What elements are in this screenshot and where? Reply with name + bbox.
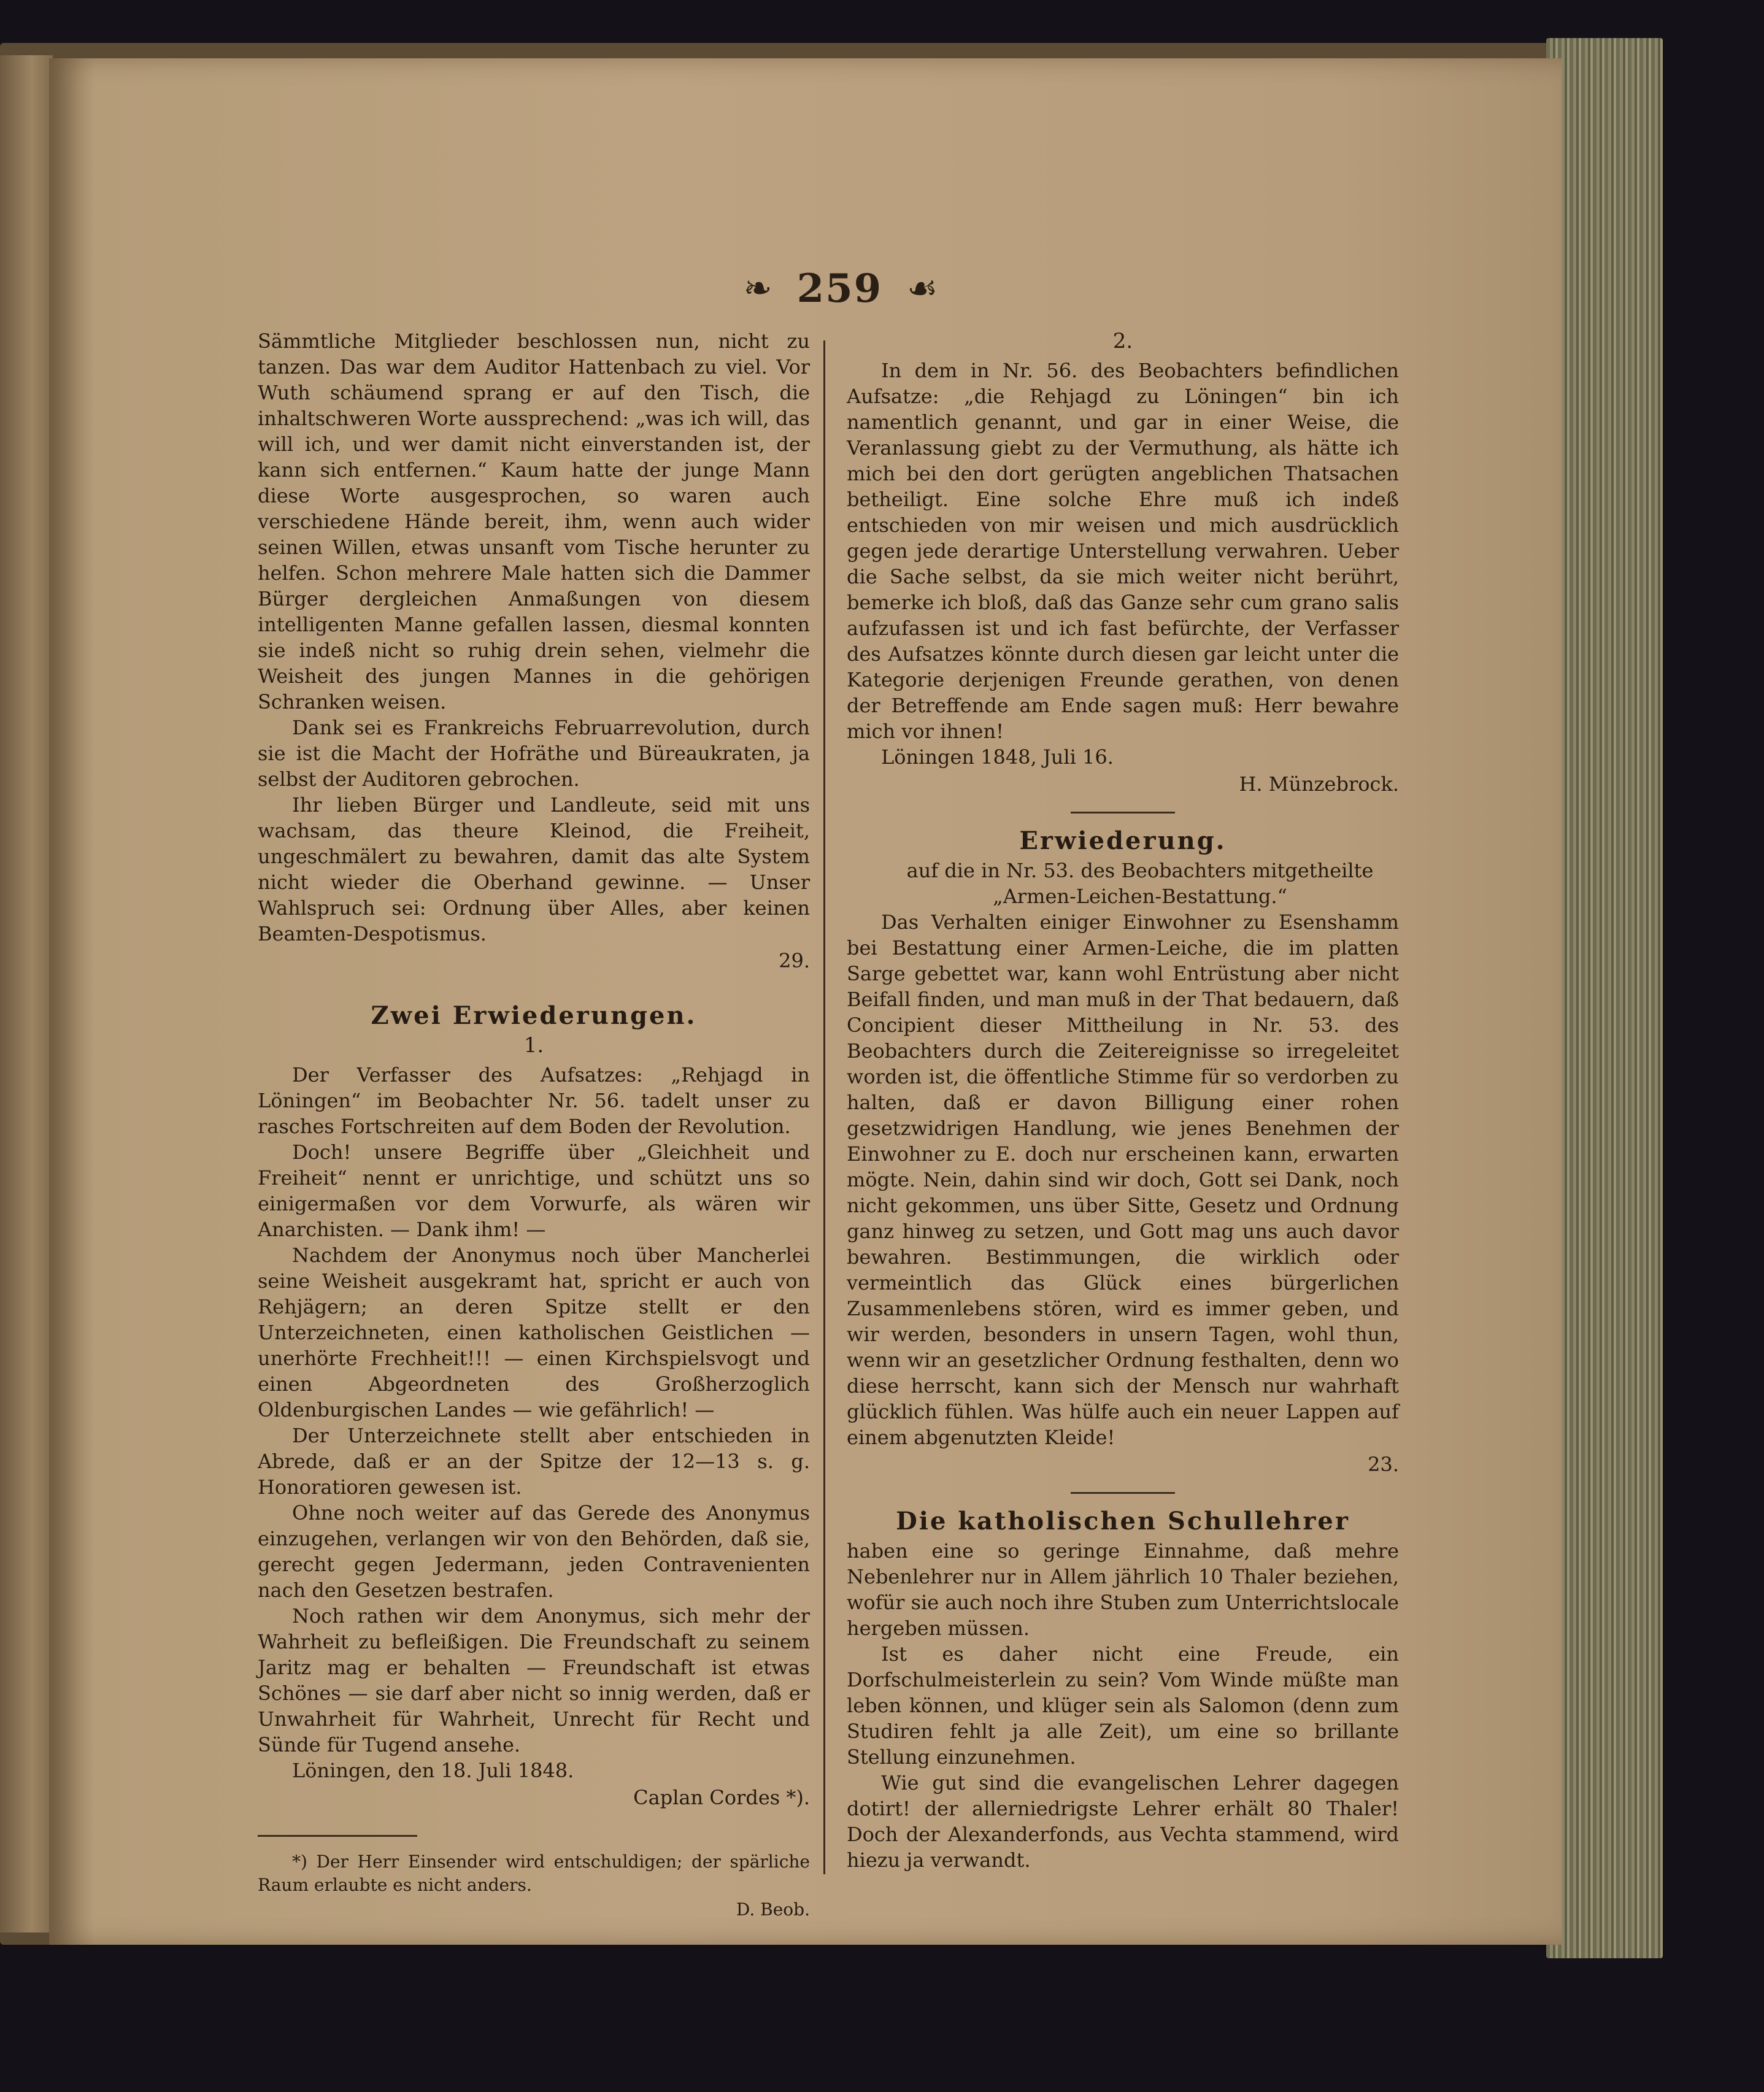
paragraph: Dank sei es Frankreichs Februarrevolution, durch sie ist die Macht der Hofräthe und Büreaukraten, ja selbst der Auditoren gebrochen. [258, 716, 810, 791]
paragraph: Der Verfasser des Aufsatzes: „Rehjagd in Löningen“ im Beobachter Nr. 56. tadelt unser zu rasches Fortschreiten auf dem Boden der Revolution. [258, 1063, 810, 1138]
paragraph: Ist es daher nicht eine Freude, ein Dorfschulmeisterlein zu sein? Vom Winde müßte man leben können, und klüger sein als Salomon (denn zum Studiren fehlt ja alle Zeit), um eine so brillante Stellung einzunehmen. [847, 1642, 1399, 1769]
article-heading: Zwei Erwiederungen. [371, 1001, 697, 1030]
paragraph: Ihr lieben Bürger und Landleute, seid mit uns wachsam, das theure Kleinod, die Freiheit, ungeschmälert zu bewahren, damit das alte System nicht wieder die Oberhand gewinne. — Unser Wahlspruch sei: Ordnung über Alles, aber keinen Beamten-Despotismus. [258, 793, 810, 945]
column-divider [823, 340, 825, 1874]
paragraph: Wie gut sind die evangelischen Lehrer dagegen dotirt! der allerniedrigste Lehrer erhält 80 Thaler! Doch der Alexanderfonds, aus Vechta stammend, wird hiezu ja verwandt. [847, 1771, 1399, 1872]
section-number: 2. [1112, 329, 1133, 353]
place-date: Löningen, den 18. Juli 1848. [292, 1759, 574, 1782]
paragraph: Nachdem der Anonymus noch über Mancherlei seine Weisheit ausgekramt hat, spricht er auch von Rehjägern; an deren Spitze stellt er den Unterzeichneten, einen katholischen Geistlichen — unerhörte Frechheit!!! — einen Kirchspielsvogt und einen Abgeordneten des Großherzoglich Oldenburgischen Landes — wie gefährlich! — [258, 1244, 810, 1421]
signature: H. Münzebrock. [1239, 772, 1399, 796]
footnote-sign: D. Beob. [736, 1899, 810, 1920]
paragraph: Sämmtliche Mitglieder beschlossen nun, nicht zu tanzen. Das war dem Auditor Hattenbach zu viel. Vor Wuth schäumend sprang er auf den Tisch, die inhaltschweren Worte aussprechend: „was ich will, das will ich, und wer damit nicht einverstanden ist, der kann sich entfernen.“ Kaum hatte der junge Mann diese Worte ausgesprochen, so waren auch verschiedene Hände bereit, ihm, wenn auch wider seinen Willen, etwas unsanft vom Tische herunter zu helfen. Schon mehrere Male hatten sich die Dammer Bürger dergleichen Anmaßungen von diesem intelligenten Manne gefallen lassen, diesmal konnten sie indeß nicht so ruhig drein sehen, vielmehr die Weisheit des jungen Mannes in die gehörigen Schranken weisen. [258, 329, 810, 713]
signature: Caplan Cordes *). [633, 1786, 810, 1809]
page-edges [1546, 38, 1663, 1958]
article-subheading: „Armen-Leichen-Bestattung.“ [993, 885, 1287, 908]
page-header [681, 255, 1000, 322]
article-subheading: auf die in Nr. 53. des Beobachters mitgetheilte [906, 859, 1374, 882]
article-sign: 29. [779, 949, 810, 972]
paragraph: Ohne noch weiter auf das Gerede des Anonymus einzugehen, verlangen wir von den Behörden, daß sie, gerecht gegen Jedermann, jeden Contravenienten nach den Gesetzen bestrafen. [258, 1501, 810, 1602]
place-date: Löningen 1848, Juli 16. [881, 745, 1114, 769]
paragraph: haben eine so geringe Einnahme, daß mehre Nebenlehrer nur in Allem jährlich 10 Thaler beziehen, wofür sie auch noch ihre Stuben zum Unterrichtslocale hergeben müssen. [847, 1539, 1399, 1640]
ornament-right-icon: ☙ [907, 268, 938, 309]
left-page-edge [0, 55, 53, 1932]
paragraph: Der Unterzeichnete stellt aber entschieden in Abrede, daß er an der Spitze der 12—13 s. g. Honoratioren gewesen ist. [258, 1424, 810, 1499]
right-column [847, 328, 1399, 1873]
paragraph: Das Verhalten einiger Einwohner zu Esenshamm bei Bestattung einer Armen-Leiche, die im platten Sarge gebettet war, kann wohl Entrüstung aber nicht Beifall finden, und man muß in der That bedauern, daß Concipient dieser Mittheilung in Nr. 53. des Beobachters durch die Zeitereignisse so irregeleitet worden ist, die öffentliche Stimme für so verdorben zu halten, daß er davon Billigung einer rohen gesetzwidrigen Handlung, wie jenes Benehmen der Einwohner zu E. doch nur erscheinen kann, erwarten mögte. Nein, dahin sind wir doch, Gott sei Dank, noch nicht gekommen, uns über Sitte, Gesetz und Ordnung ganz hinweg zu setzen, und Gott mag uns auch davor bewahren. Bestimmungen, die wirklich oder vermeintlich das Glück eines bürgerlichen Zusammenlebens stören, wird es immer geben, und wir werden, besonders in unsern Tagen, wohl thun, wenn wir an gesetzlicher Ordnung festhalten, denn wo diese herrscht, kann sich der Mensch nur wahrhaft glücklich fühlen. Was hülfe auch ein neuer Lappen auf einem abgenutzten Kleide! [847, 910, 1399, 1449]
newspaper-page [49, 58, 1562, 1945]
paragraph: Doch! unsere Begriffe über „Gleichheit und Freiheit“ nennt er unrichtige, und schützt uns so einigermaßen vor dem Vorwurfe, als wären wir Anarchisten. — Dank ihm! — [258, 1140, 810, 1241]
ornament-left-icon: ❧ [743, 268, 772, 309]
separator-rule [1071, 1492, 1175, 1494]
article-heading: Die katholischen Schullehrer [896, 1507, 1350, 1536]
separator-rule [1071, 812, 1175, 813]
page-number: 259 [796, 265, 883, 312]
article-sign: 23. [1368, 1453, 1399, 1476]
left-column [258, 328, 810, 1921]
footnote-rule [258, 1835, 417, 1837]
footnote: *) Der Herr Einsender wird entschuldigen; der spärliche Raum erlaubte es nicht anders. [258, 1852, 810, 1895]
article-heading: Erwiederung. [1019, 826, 1227, 855]
section-number: 1. [523, 1033, 544, 1058]
paragraph: Noch rathen wir dem Anonymus, sich mehr der Wahrheit zu befleißigen. Die Freundschaft zu seinem Jaritz mag er behalten — Freundschaft ist etwas Schönes — sie darf aber nicht so innig werden, daß er Unwahrheit für Wahrheit, Unrecht für Recht und Sünde für Tugend ansehe. [258, 1604, 810, 1756]
paragraph: In dem in Nr. 56. des Beobachters befindlichen Aufsatze: „die Rehjagd zu Löningen“ bin ich namentlich genannt, und gar in einer Weise, die Veranlassung giebt zu der Vermuthung, als hätte ich mich bei den dort gerügten angeblichen Thatsachen betheiligt. Eine solche Ehre muß ich indeß entschieden von mir weisen und mich ausdrücklich gegen jede derartige Unterstellung verwahren. Ueber die Sache selbst, da sie mich weiter nicht berührt, bemerke ich bloß, daß das Ganze sehr cum grano salis aufzufassen ist und ich fast befürchte, der Verfasser des Aufsatzes könnte durch diesen gar leicht unter die Kategorie derjenigen Freunde gerathen, von denen der Betreffende am Ende sagen muß: Herr bewahre mich vor ihnen! [847, 359, 1399, 743]
